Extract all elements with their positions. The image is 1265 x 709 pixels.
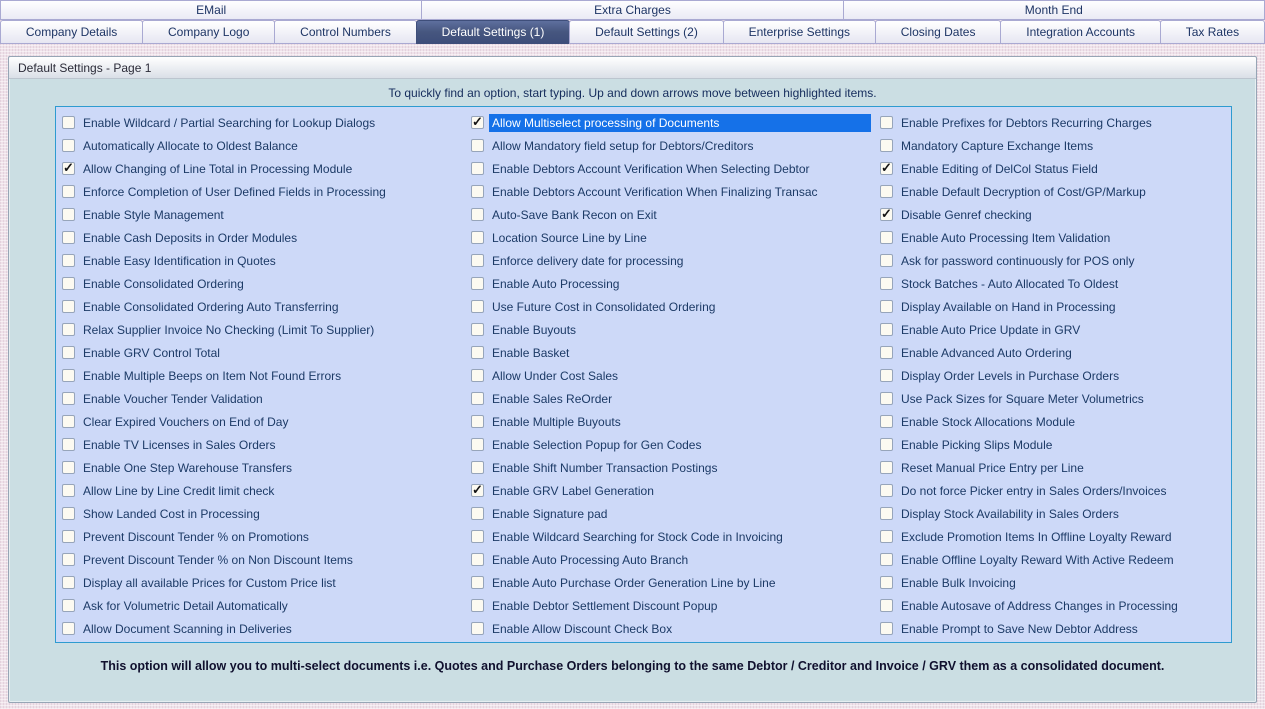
option-row[interactable] (877, 479, 1231, 502)
option-row[interactable] (468, 111, 877, 134)
option-label: Display Order Levels in Purchase Orders (901, 368, 1120, 383)
tab-enterprise-settings[interactable]: Enterprise Settings (723, 20, 876, 44)
checkbox-checked-icon[interactable] (880, 162, 893, 175)
checkbox[interactable] (880, 231, 893, 244)
checkbox[interactable] (471, 369, 484, 382)
option-label: Enable Advanced Auto Ordering (901, 345, 1072, 360)
option-label: Enable Allow Discount Check Box (492, 621, 673, 636)
option-label: Enable Consolidated Ordering (83, 276, 244, 291)
inner-tab-bar (0, 20, 1265, 44)
checkbox[interactable] (62, 369, 75, 382)
option-row[interactable] (877, 134, 1231, 157)
option-row[interactable] (877, 111, 1231, 134)
option-label: Stock Batches - Auto Allocated To Oldest (901, 276, 1119, 291)
checkbox[interactable] (880, 622, 893, 635)
checkbox[interactable] (880, 254, 893, 267)
option-row[interactable] (877, 341, 1231, 364)
checkbox[interactable] (62, 484, 75, 497)
option-row[interactable] (877, 410, 1231, 433)
checkbox-checked-icon[interactable] (471, 116, 484, 129)
option-label: Enable Autosave of Address Changes in Processing (901, 598, 1178, 613)
option-label: Enable One Step Warehouse Transfers (83, 460, 293, 475)
option-label: Enable TV Licenses in Sales Orders (83, 437, 276, 452)
checkbox[interactable] (62, 323, 75, 336)
checkbox[interactable] (62, 139, 75, 152)
option-row[interactable] (877, 203, 1231, 226)
option-label: Enable Prefixes for Debtors Recurring Charges (901, 115, 1152, 130)
option-row[interactable] (59, 456, 468, 479)
checkbox[interactable] (880, 438, 893, 451)
checkbox[interactable] (62, 300, 75, 313)
option-row[interactable] (468, 157, 877, 180)
group-title: Default Settings - Page 1 (18, 60, 152, 75)
option-row[interactable] (59, 502, 468, 525)
option-label: Use Pack Sizes for Square Meter Volumetrics (901, 391, 1144, 406)
option-label: Enable GRV Control Total (83, 345, 220, 360)
checkbox[interactable] (62, 116, 75, 129)
option-label: Enable Wildcard Searching for Stock Code in Invoicing (492, 529, 783, 544)
option-label: Enable Auto Processing Auto Branch (492, 552, 689, 567)
tab-integration-accounts[interactable]: Integration Accounts (1000, 20, 1161, 44)
option-label: Enable Consolidated Ordering Auto Transferring (83, 299, 339, 314)
checkbox[interactable] (880, 599, 893, 612)
option-row[interactable] (59, 617, 468, 640)
checkbox[interactable] (880, 553, 893, 566)
option-row[interactable] (59, 433, 468, 456)
checkbox[interactable] (471, 346, 484, 359)
option-label: Enable Style Management (83, 207, 224, 222)
option-row[interactable] (468, 341, 877, 364)
instruction-text: To quickly find an option, start typing. Up and down arrows move between highlighted items. (388, 86, 877, 100)
option-row[interactable] (59, 180, 468, 203)
option-row[interactable] (468, 479, 877, 502)
option-row[interactable] (59, 571, 468, 594)
option-label: Prevent Discount Tender % on Promotions (83, 529, 309, 544)
checkbox[interactable] (62, 208, 75, 221)
checkbox[interactable] (62, 576, 75, 589)
option-label: Ask for password continuously for POS only (901, 253, 1135, 268)
option-label: Display Stock Availability in Sales Orders (901, 506, 1119, 521)
option-row[interactable] (59, 226, 468, 249)
checkbox[interactable] (62, 185, 75, 198)
option-row[interactable] (468, 134, 877, 157)
option-row[interactable] (877, 157, 1231, 180)
option-row[interactable] (877, 525, 1231, 548)
option-label: Display Available on Hand in Processing (901, 299, 1116, 314)
option-label: Enable Debtors Account Verification When Selecting Debtor (492, 161, 810, 176)
tab-default-settings-1[interactable]: Default Settings (1) (416, 20, 570, 44)
option-row[interactable] (59, 364, 468, 387)
outer-tab-extra-charges[interactable]: Extra Charges (421, 0, 843, 20)
tab-default-settings-2[interactable]: Default Settings (2) (569, 20, 723, 44)
option-row[interactable] (59, 295, 468, 318)
option-row[interactable] (877, 318, 1231, 341)
checkbox[interactable] (880, 484, 893, 497)
checkbox[interactable] (62, 392, 75, 405)
option-row[interactable] (468, 249, 877, 272)
option-row[interactable] (59, 548, 468, 571)
option-row[interactable] (468, 594, 877, 617)
option-row[interactable] (59, 525, 468, 548)
option-label: Disable Genref checking (901, 207, 1032, 222)
option-label: Do not force Picker entry in Sales Orders/Invoices (901, 483, 1167, 498)
option-label: Enable Signature pad (492, 506, 608, 521)
checkbox[interactable] (471, 185, 484, 198)
option-row[interactable] (468, 525, 877, 548)
checkbox[interactable] (471, 231, 484, 244)
option-row[interactable] (877, 548, 1231, 571)
option-label: Enable Cash Deposits in Order Modules (83, 230, 298, 245)
checkbox[interactable] (471, 599, 484, 612)
option-row[interactable] (877, 226, 1231, 249)
checkbox[interactable] (880, 300, 893, 313)
option-row[interactable] (59, 134, 468, 157)
option-row[interactable] (468, 318, 877, 341)
option-label: Enable Auto Processing (492, 276, 620, 291)
option-label: Enable Bulk Invoicing (901, 575, 1016, 590)
checkbox[interactable] (471, 461, 484, 474)
tab-company-logo[interactable]: Company Logo (142, 20, 275, 44)
option-label: Allow Document Scanning in Deliveries (83, 621, 292, 636)
option-label: Enforce delivery date for processing (492, 253, 684, 268)
option-row[interactable] (59, 157, 468, 180)
tab-company-details[interactable]: Company Details (0, 20, 143, 44)
option-row[interactable] (468, 387, 877, 410)
option-row[interactable] (877, 295, 1231, 318)
option-row[interactable] (877, 364, 1231, 387)
option-label: Auto-Save Bank Recon on Exit (492, 207, 657, 222)
checkbox[interactable] (880, 116, 893, 129)
option-label: Allow Mandatory field setup for Debtors/Creditors (492, 138, 754, 153)
checkbox[interactable] (62, 438, 75, 451)
checkbox[interactable] (471, 300, 484, 313)
options-column-1 (59, 111, 468, 642)
option-label: Enable Stock Allocations Module (901, 414, 1076, 429)
option-row[interactable] (468, 433, 877, 456)
checkbox[interactable] (62, 599, 75, 612)
option-row[interactable] (877, 272, 1231, 295)
checkbox[interactable] (471, 576, 484, 589)
option-row[interactable] (59, 249, 468, 272)
option-row[interactable] (468, 364, 877, 387)
option-label: Ask for Volumetric Detail Automatically (83, 598, 288, 613)
checkbox-checked-icon[interactable] (62, 162, 75, 175)
option-label: Allow Line by Line Credit limit check (83, 483, 275, 498)
option-row[interactable] (468, 502, 877, 525)
checkbox[interactable] (62, 507, 75, 520)
checkbox[interactable] (62, 277, 75, 290)
option-label: Enable Basket (492, 345, 570, 360)
option-row[interactable] (877, 594, 1231, 617)
checkbox[interactable] (471, 530, 484, 543)
option-row[interactable] (468, 456, 877, 479)
option-row[interactable] (59, 410, 468, 433)
options-box (55, 106, 1232, 643)
option-row[interactable] (877, 502, 1231, 525)
tab-closing-dates[interactable]: Closing Dates (875, 20, 1001, 44)
checkbox[interactable] (62, 461, 75, 474)
option-row[interactable] (877, 387, 1231, 410)
checkbox[interactable] (471, 277, 484, 290)
tab-control-numbers[interactable]: Control Numbers (274, 20, 416, 44)
checkbox[interactable] (471, 507, 484, 520)
checkbox[interactable] (62, 346, 75, 359)
option-label: Enable Auto Processing Item Validation (901, 230, 1111, 245)
option-label: Enforce Completion of User Defined Fields in Processing (83, 184, 386, 199)
checkbox[interactable] (471, 162, 484, 175)
checkbox[interactable] (880, 461, 893, 474)
option-row[interactable] (877, 617, 1231, 640)
checkbox[interactable] (880, 392, 893, 405)
option-label: Enable Default Decryption of Cost/GP/Markup (901, 184, 1146, 199)
option-label: Use Future Cost in Consolidated Ordering (492, 299, 716, 314)
checkbox[interactable] (471, 392, 484, 405)
checkbox[interactable] (880, 323, 893, 336)
option-label: Enable Auto Price Update in GRV (901, 322, 1081, 337)
checkbox[interactable] (880, 415, 893, 428)
option-row[interactable] (468, 410, 877, 433)
tab-tax-rates[interactable]: Tax Rates (1160, 20, 1265, 44)
description-text: This option will allow you to multi-select documents i.e. Quotes and Purchase Orders belonging to the same Debtor / Creditor and Invoice / GRV them as a consolidated document. (100, 659, 1165, 673)
option-label: Allow Changing of Line Total in Processing Module (83, 161, 353, 176)
checkbox[interactable] (471, 415, 484, 428)
option-label: Enable Wildcard / Partial Searching for Lookup Dialogs (83, 115, 376, 130)
outer-tab-email[interactable]: EMail (0, 0, 422, 20)
option-label: Enable Sales ReOrder (492, 391, 613, 406)
option-label: Prevent Discount Tender % on Non Discount Items (83, 552, 353, 567)
checkbox[interactable] (880, 185, 893, 198)
option-row[interactable] (59, 318, 468, 341)
checkbox[interactable] (62, 622, 75, 635)
checkbox[interactable] (880, 507, 893, 520)
checkbox[interactable] (62, 415, 75, 428)
checkbox[interactable] (62, 530, 75, 543)
default-settings-groupbox (8, 56, 1257, 703)
option-row[interactable] (59, 479, 468, 502)
option-label: Enable Prompt to Save New Debtor Address (901, 621, 1138, 636)
option-row[interactable] (877, 249, 1231, 272)
option-label: Exclude Promotion Items In Offline Loyalty Reward (901, 529, 1172, 544)
option-label: Enable Buyouts (492, 322, 577, 337)
option-row[interactable] (468, 272, 877, 295)
option-label: Enable Debtors Account Verification When Finalizing Transac (492, 184, 818, 199)
checkbox[interactable] (880, 346, 893, 359)
option-label: Reset Manual Price Entry per Line (901, 460, 1084, 475)
option-label: Enable Auto Purchase Order Generation Line by Line (492, 575, 776, 590)
checkbox[interactable] (880, 369, 893, 382)
option-label: Location Source Line by Line (492, 230, 647, 245)
option-label: Mandatory Capture Exchange Items (901, 138, 1094, 153)
option-row[interactable] (877, 180, 1231, 203)
outer-tab-bar (0, 0, 1265, 20)
checkbox-checked-icon[interactable] (471, 484, 484, 497)
checkbox-checked-icon[interactable] (880, 208, 893, 221)
checkbox[interactable] (471, 553, 484, 566)
checkbox[interactable] (880, 139, 893, 152)
option-row[interactable] (468, 295, 877, 318)
option-row[interactable] (877, 456, 1231, 479)
options-column-2 (468, 111, 877, 642)
checkbox[interactable] (62, 231, 75, 244)
option-label: Enable Picking Slips Module (901, 437, 1053, 452)
checkbox[interactable] (62, 553, 75, 566)
option-label: Enable Multiple Buyouts (492, 414, 621, 429)
checkbox[interactable] (471, 139, 484, 152)
option-row[interactable] (59, 203, 468, 226)
option-label: Enable Voucher Tender Validation (83, 391, 263, 406)
option-label: Enable Easy Identification in Quotes (83, 253, 276, 268)
option-label: Enable Debtor Settlement Discount Popup (492, 598, 718, 613)
option-label: Enable Offline Loyalty Reward With Active Redeem (901, 552, 1174, 567)
option-label: Enable Selection Popup for Gen Codes (492, 437, 702, 452)
checkbox[interactable] (880, 277, 893, 290)
option-label: Enable Editing of DelCol Status Field (901, 161, 1098, 176)
option-label: Enable Shift Number Transaction Postings (492, 460, 718, 475)
checkbox[interactable] (880, 576, 893, 589)
option-row[interactable] (59, 594, 468, 617)
option-row[interactable] (468, 571, 877, 594)
option-label: Allow Under Cost Sales (492, 368, 619, 383)
option-row[interactable] (468, 203, 877, 226)
option-row[interactable] (468, 180, 877, 203)
option-row[interactable] (59, 387, 468, 410)
option-label: Display all available Prices for Custom Price list (83, 575, 336, 590)
checkbox[interactable] (471, 622, 484, 635)
checkbox[interactable] (880, 530, 893, 543)
checkbox[interactable] (471, 208, 484, 221)
group-body (9, 79, 1256, 701)
checkbox[interactable] (471, 323, 484, 336)
option-label: Clear Expired Vouchers on End of Day (83, 414, 289, 429)
checkbox[interactable] (471, 438, 484, 451)
option-label: Allow Multiselect processing of Documents (489, 114, 871, 132)
option-row[interactable] (468, 226, 877, 249)
option-row[interactable] (59, 272, 468, 295)
outer-tab-month-end[interactable]: Month End (843, 0, 1265, 20)
option-row[interactable] (59, 111, 468, 134)
option-label: Enable Multiple Beeps on Item Not Found Errors (83, 368, 342, 383)
option-row[interactable] (59, 341, 468, 364)
option-row[interactable] (877, 433, 1231, 456)
option-label: Enable GRV Label Generation (492, 483, 654, 498)
option-label: Automatically Allocate to Oldest Balance (83, 138, 298, 153)
option-label: Show Landed Cost in Processing (83, 506, 260, 521)
option-label: Relax Supplier Invoice No Checking (Limit To Supplier) (83, 322, 375, 337)
options-column-3 (877, 111, 1231, 642)
group-header (9, 57, 1256, 79)
option-row[interactable] (468, 548, 877, 571)
option-row[interactable] (468, 617, 877, 640)
checkbox[interactable] (62, 254, 75, 267)
checkbox[interactable] (471, 254, 484, 267)
option-row[interactable] (877, 571, 1231, 594)
